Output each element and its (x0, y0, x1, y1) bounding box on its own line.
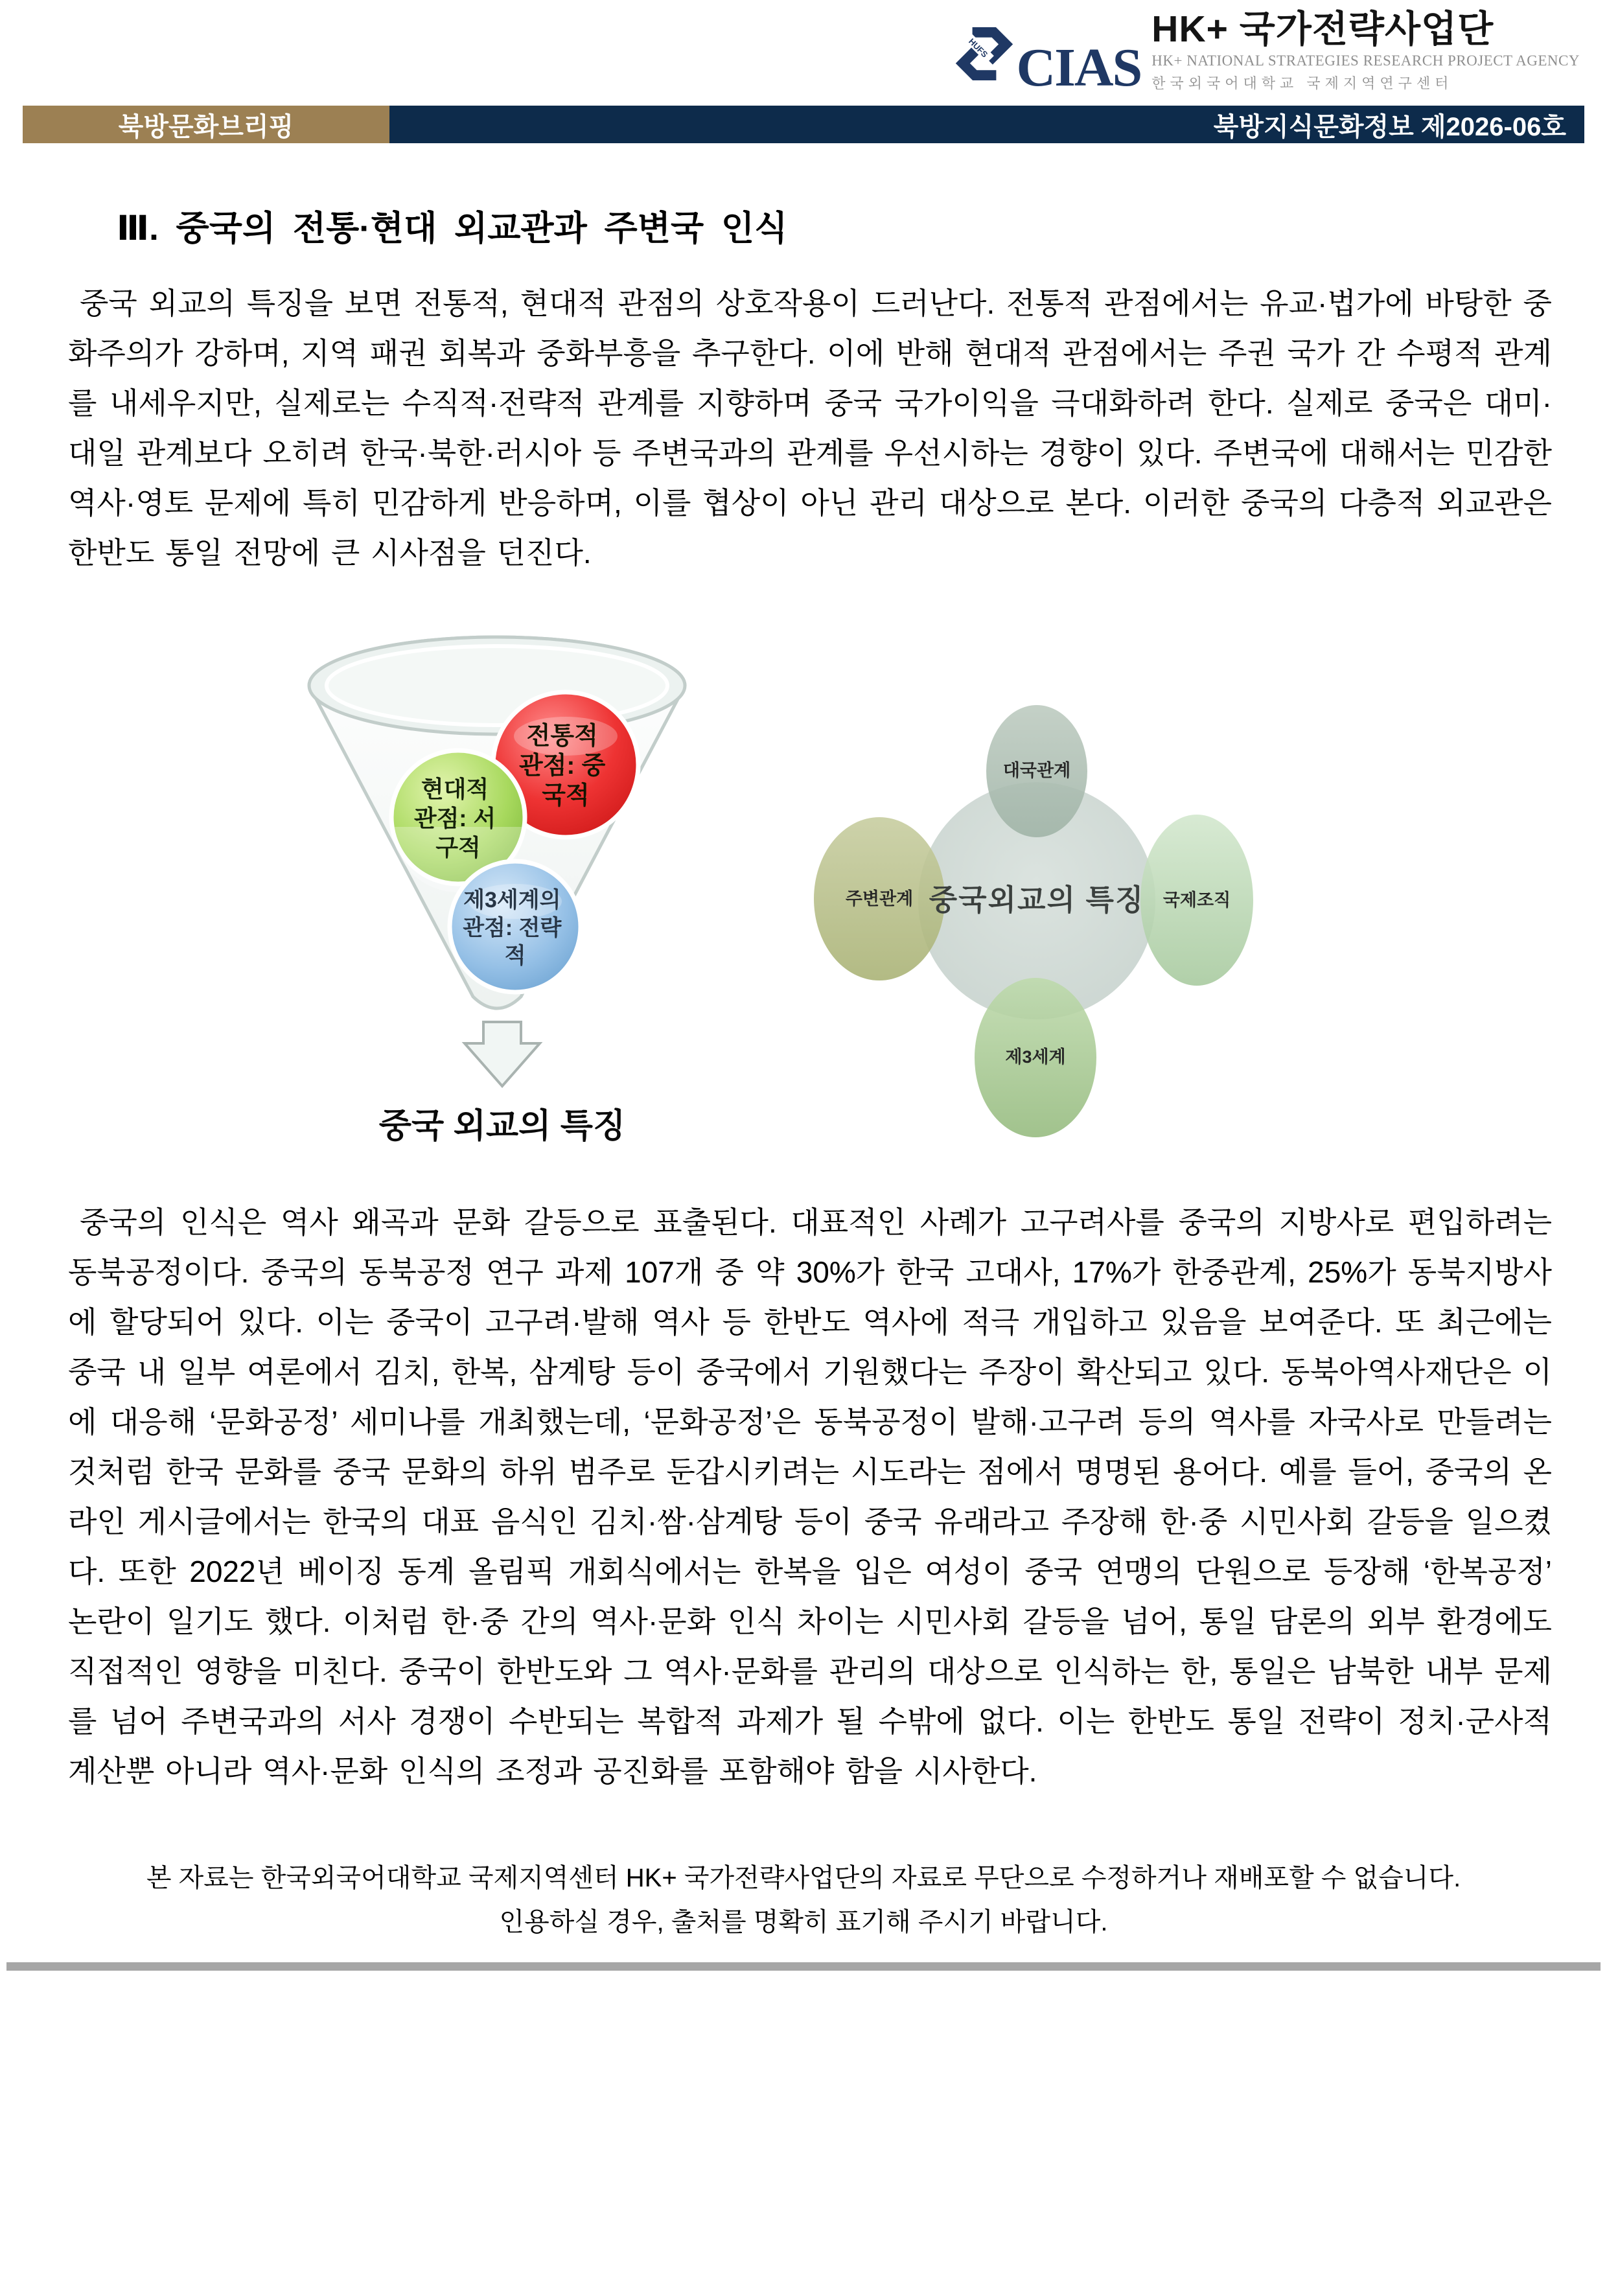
header-band (23, 106, 1584, 143)
org-name-english: HK+ NATIONAL STRATEGIES RESEARCH PROJECT AGENCY (1151, 52, 1580, 69)
radial-node-left-label: 주변관계 (845, 889, 914, 909)
cias-knot-icon (954, 24, 1014, 84)
funnel-figure (279, 616, 719, 1160)
body-paragraph-2: 중국의 인식은 역사 왜곡과 문화 갈등으로 표출된다. 대표적인 사례가 고구려사를 중국의 지방사로 편입하려는 동북공정이다. 중국의 동북공정 연구 과제 107개 중 약 30%가 한국 고대사, 17%가 한중관계, 25%가 동북지방사에 할당되어 있다. 이는 중국이 고구려·발해 역사 등 한반도 역사에 적극 개입하고 있음을 보여준다. 또 최근에는 중국 내 일부 여론에서 김치, 한복, 삼계탕 등이 중국에서 기원했다는 주장이 확산되고 있다. 동북아역사재단은 이에 대응해 ‘문화공정’ 세미나를 개최했는데, ‘문화공정’은 동북공정이 발해·고구려 등의 역사를 자국사로 만들려는 것처럼 한국 문화를 중국 문화의 하위 범주로 둔갑시키려는 시도라는 점에서 명명된 용어다. 예를 들어, 중국의 온라인 게시글에서는 한국의 대표 음식인 김치·쌈·삼계탕 등이 중국 유래라고 주장해 한·중 시민사회 갈등을 일으켰다. 또한 2022년 베이징 동계 올림픽 개회식에서는 한복을 입은 여성이 중국 연맹의 단원으로 등장해 ‘한복공정’ 논란이 일기도 했다. 이처럼 한·중 간의 역사·문화 인식 차이는 시민사회 갈등을 넘어, 통일 담론의 외부 환경에도 직접적인 영향을 미친다. 중국이 한반도와 그 역사·문화를 관리의 대상으로 인식하는 한, 통일은 남북한 내부 문제를 넘어 주변국과의 서사 경쟁이 수반되는 복합적 과제가 될 수밖에 없다. 이는 한반도 통일 전략이 정치·군사적 계산뿐 아니라 역사·문화 인식의 조정과 공진화를 포함해야 함을 시사한다. (68, 1205, 1552, 1788)
down-arrow-icon (465, 1022, 540, 1086)
org-center-korean: 한국외국어대학교 국제지역연구센터 (1151, 75, 1453, 92)
modern-circle-label: 현대적 관점: 서 구적 (413, 776, 496, 861)
institution-logo (954, 8, 1580, 99)
logo-text-column (1151, 10, 1580, 94)
bottom-divider (6, 1962, 1601, 1971)
radial-node-bottom-label: 제3세계 (1005, 1047, 1066, 1067)
body-paragraph-1: 중국 외교의 특징을 보면 전통적, 현대적 관점의 상호작용이 드러난다. 전통적 관점에서는 유교·법가에 바탕한 중화주의가 강하며, 지역 패권 회복과 중화부흥을 추구한다. 이에 반해 현대적 관점에서는 주권 국가 간 수평적 관계를 내세우지만, 실제로는 수직적·전략적 관계를 지향하며 중국 국가이익을 극대화하려 한다. 실제로 중국은 대미·대일 관계보다 오히려 한국·북한·러시아 등 주변국과의 관계를 우선시하는 경향이 있다. 주변국에 대해서는 민감한 역사·영토 문제에 특히 민감하게 반응하며, 이를 협상이 아닌 관리 대상으로 본다. 이러한 중국의 다층적 외교관은 한반도 통일 전망에 큰 시사점을 던진다. (68, 286, 1552, 570)
radial-figure (797, 674, 1277, 1154)
org-name-korean: HK+ 국가전략사업단 (1151, 8, 1494, 50)
radial-node-top-label: 대국관계 (1002, 761, 1071, 780)
traditional-circle-label: 전통적 관점: 중 국적 (519, 723, 606, 809)
funnel-caption: 중국 외교의 특징 (378, 1107, 626, 1145)
section-title: Ⅲ. 중국의 전통·현대 외교관과 주변국 인식 (117, 209, 788, 248)
third-world-circle-label: 제3세계의 관점: 전략 적 (463, 888, 562, 968)
footer-notice (0, 1856, 1607, 1944)
issue-bar-label: 북방지식문화정보 제2026-06호 (389, 106, 1584, 143)
footer-notice-line1: 본 자료는 한국외국어대학교 국제지역센터 HK+ 국가전략사업단의 자료로 무단으로 수정하거나 재배포할 수 없습니다. (146, 1864, 1461, 1892)
footer-notice-line2: 인용하실 경우, 출처를 명확히 표기해 주시기 바랍니다. (499, 1908, 1108, 1936)
cias-acronym: CIAS (1016, 38, 1142, 99)
radial-node-right-label: 국제조직 (1162, 890, 1231, 910)
radial-center-label: 중국외교의 특징 (929, 883, 1145, 916)
hufs-mark-label: HUFS (966, 36, 989, 60)
brief-bar-label: 북방문화브리핑 (23, 106, 389, 143)
